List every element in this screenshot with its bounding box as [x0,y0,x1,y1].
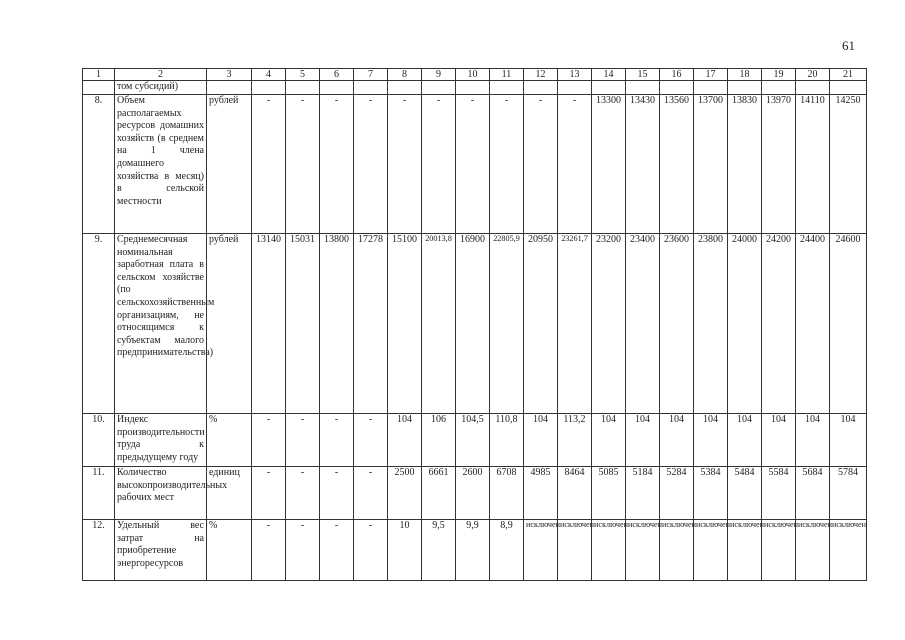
value-cell: - [286,414,320,467]
value-cell: 13140 [252,234,286,414]
value-cell: исключен [728,520,762,581]
value-cell: 8,9 [490,520,524,581]
value-cell: - [252,467,286,520]
value-cell: 24200 [762,234,796,414]
header-cell: 16 [660,69,694,81]
continuation-empty-cell [422,81,456,95]
continuation-empty-cell [830,81,867,95]
value-cell: исключен [592,520,626,581]
value-cell: 20950 [524,234,558,414]
continuation-empty-cell [354,81,388,95]
continuation-empty-cell [762,81,796,95]
header-cell: 5 [286,69,320,81]
continuation-empty-cell [252,81,286,95]
value-cell: 113,2 [558,414,592,467]
continuation-empty-cell [524,81,558,95]
continuation-empty-cell [558,81,592,95]
value-cell: 15031 [286,234,320,414]
table-row [83,520,867,581]
value-cell: 13300 [592,95,626,234]
value-cell: - [558,95,592,234]
value-cell: 104 [762,414,796,467]
value-cell: 104 [728,414,762,467]
value-cell: 14250 [830,95,867,234]
indicators-table [82,68,867,581]
header-cell: 11 [490,69,524,81]
value-cell: - [286,520,320,581]
value-cell: 104 [592,414,626,467]
value-cell: - [320,95,354,234]
unit-cell: % [207,520,252,581]
value-cell: 23800 [694,234,728,414]
row-number: 9. [83,234,115,414]
value-cell: исключен [660,520,694,581]
value-cell: - [354,467,388,520]
value-cell: 5784 [830,467,867,520]
row-number: 11. [83,467,115,520]
value-cell: 13830 [728,95,762,234]
header-cell: 14 [592,69,626,81]
value-cell: 104 [660,414,694,467]
header-cell: 13 [558,69,592,81]
value-cell: 14110 [796,95,830,234]
value-cell: 2600 [456,467,490,520]
indicator-name: Количество высокопроизводительных рабочих мест [115,467,207,520]
value-cell: 23600 [660,234,694,414]
value-cell: 5584 [762,467,796,520]
unit-cell: % [207,414,252,467]
header-cell: 9 [422,69,456,81]
value-cell: 13800 [320,234,354,414]
continuation-empty-cell [694,81,728,95]
value-cell: - [388,95,422,234]
value-cell: 4985 [524,467,558,520]
value-cell: 13700 [694,95,728,234]
continuation-empty-cell [660,81,694,95]
header-cell: 20 [796,69,830,81]
indicator-name: Среднемесячная номинальная заработная плата в сельском хозяйстве (по сельскохозяйственным организациям, не относящимся к субъектам малого предпринимательства) [115,234,207,414]
value-cell: 2500 [388,467,422,520]
header-cell: 2 [115,69,207,81]
continuation-empty-cell [626,81,660,95]
value-cell: - [286,95,320,234]
value-cell: исключен [558,520,592,581]
value-cell: - [354,95,388,234]
header-cell: 21 [830,69,867,81]
value-cell: 110,8 [490,414,524,467]
value-cell: - [354,520,388,581]
value-cell: 104 [796,414,830,467]
continuation-row [83,81,867,95]
indicator-name: Объем располагаемых ресурсов домашних хозяйств (в среднем на 1 члена домашнего хозяйства в месяц) в сельской местности [115,95,207,234]
value-cell: исключен [796,520,830,581]
value-cell: 13560 [660,95,694,234]
unit-cell: рублей [207,95,252,234]
value-cell: - [354,414,388,467]
row-number: 8. [83,95,115,234]
continuation-empty-cell [796,81,830,95]
value-cell: - [252,95,286,234]
table-row [83,234,867,414]
value-cell: 6708 [490,467,524,520]
value-cell: - [422,95,456,234]
value-cell: - [456,95,490,234]
value-cell: исключен [762,520,796,581]
value-cell: 20013,8 [422,234,456,414]
header-cell: 15 [626,69,660,81]
value-cell: - [252,520,286,581]
value-cell: 104 [694,414,728,467]
value-cell: 15100 [388,234,422,414]
table-row [83,467,867,520]
value-cell: - [490,95,524,234]
value-cell: 23400 [626,234,660,414]
value-cell: 104 [830,414,867,467]
value-cell: 5284 [660,467,694,520]
value-cell: 24400 [796,234,830,414]
continuation-empty-cell [456,81,490,95]
continuation-empty-cell [320,81,354,95]
value-cell: исключен [694,520,728,581]
indicator-name: Индекс производительности труда к предыдущему году [115,414,207,467]
value-cell: - [286,467,320,520]
continuation-num-cell [83,81,115,95]
header-cell: 19 [762,69,796,81]
continuation-empty-cell [490,81,524,95]
header-cell: 17 [694,69,728,81]
header-cell: 8 [388,69,422,81]
value-cell: 13430 [626,95,660,234]
header-row [83,69,867,81]
continuation-text: том субсидий) [115,81,207,95]
value-cell: 23261,7 [558,234,592,414]
table-row [83,95,867,234]
value-cell: 24000 [728,234,762,414]
indicator-name: Удельный вес затрат на приобретение энергоресурсов [115,520,207,581]
value-cell: 9,9 [456,520,490,581]
header-cell: 7 [354,69,388,81]
value-cell: 23200 [592,234,626,414]
continuation-empty-cell [207,81,252,95]
value-cell: 10 [388,520,422,581]
value-cell: исключен [626,520,660,581]
header-cell: 3 [207,69,252,81]
continuation-empty-cell [592,81,626,95]
row-number: 12. [83,520,115,581]
continuation-empty-cell [728,81,762,95]
header-cell: 18 [728,69,762,81]
value-cell: 24600 [830,234,867,414]
value-cell: 5384 [694,467,728,520]
unit-cell: единиц [207,467,252,520]
value-cell: - [320,467,354,520]
row-number: 10. [83,414,115,467]
continuation-empty-cell [388,81,422,95]
value-cell: 9,5 [422,520,456,581]
value-cell: 6661 [422,467,456,520]
value-cell: 5484 [728,467,762,520]
value-cell: - [320,520,354,581]
value-cell: - [524,95,558,234]
value-cell: исключен [830,520,867,581]
table-row [83,414,867,467]
value-cell: 104 [524,414,558,467]
value-cell: 22805,9 [490,234,524,414]
unit-cell: рублей [207,234,252,414]
value-cell: исключен [524,520,558,581]
value-cell: 5184 [626,467,660,520]
header-cell: 6 [320,69,354,81]
value-cell: 8464 [558,467,592,520]
header-cell: 4 [252,69,286,81]
value-cell: 104,5 [456,414,490,467]
continuation-empty-cell [286,81,320,95]
page-number: 61 [842,38,855,53]
value-cell: 104 [626,414,660,467]
value-cell: - [252,414,286,467]
value-cell: - [320,414,354,467]
header-cell: 1 [83,69,115,81]
header-cell: 10 [456,69,490,81]
value-cell: 106 [422,414,456,467]
value-cell: 13970 [762,95,796,234]
value-cell: 17278 [354,234,388,414]
value-cell: 104 [388,414,422,467]
value-cell: 5085 [592,467,626,520]
header-cell: 12 [524,69,558,81]
value-cell: 5684 [796,467,830,520]
value-cell: 16900 [456,234,490,414]
